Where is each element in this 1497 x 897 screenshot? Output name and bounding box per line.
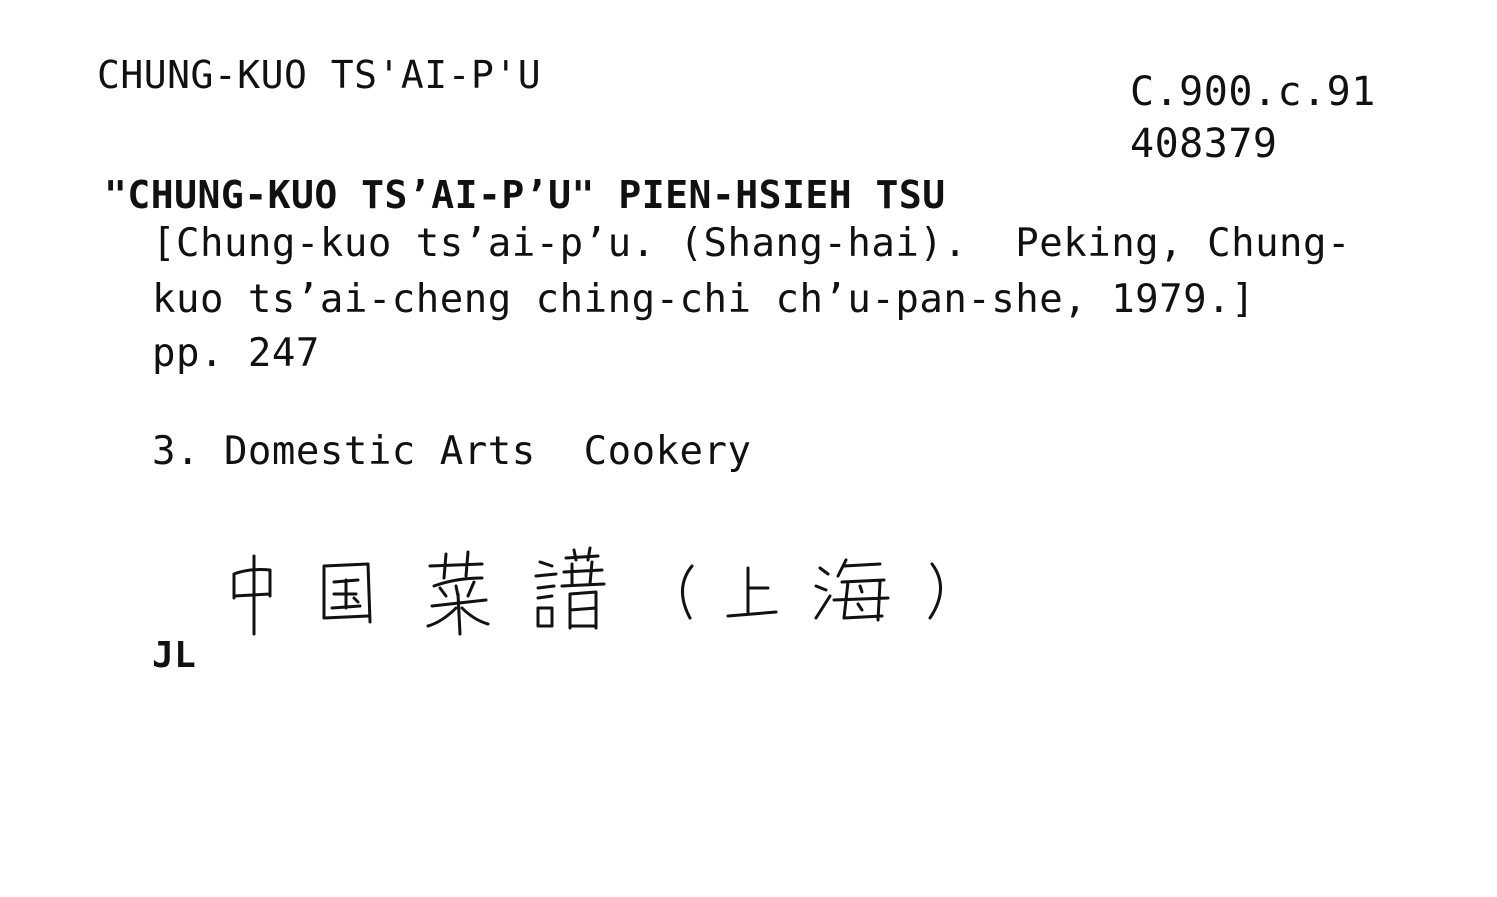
author-line: "CHUNG-KUO TS’AI-P’U" PIEN-HSIEH TSU — [104, 173, 946, 217]
bibliographic-line-1: [Chung-kuo ts’ai-p’u. (Shang-hai). Peking, Chung- — [152, 221, 1351, 266]
cataloguer-initials: JL — [152, 635, 197, 676]
handwritten-chinese-title — [220, 538, 960, 648]
card-heading: CHUNG-KUO TS'AI-P'U — [97, 53, 542, 97]
pagination: pp. 247 — [152, 331, 320, 376]
accession-number: 408379 — [1130, 121, 1278, 167]
subject-heading: 3. Domestic Arts Cookery — [152, 429, 752, 474]
bibliographic-line-2: kuo ts’ai-cheng ching-chi ch’u-pan-she, 1979.] — [152, 277, 1256, 322]
shelfmark: C.900.c.91 — [1130, 69, 1376, 115]
